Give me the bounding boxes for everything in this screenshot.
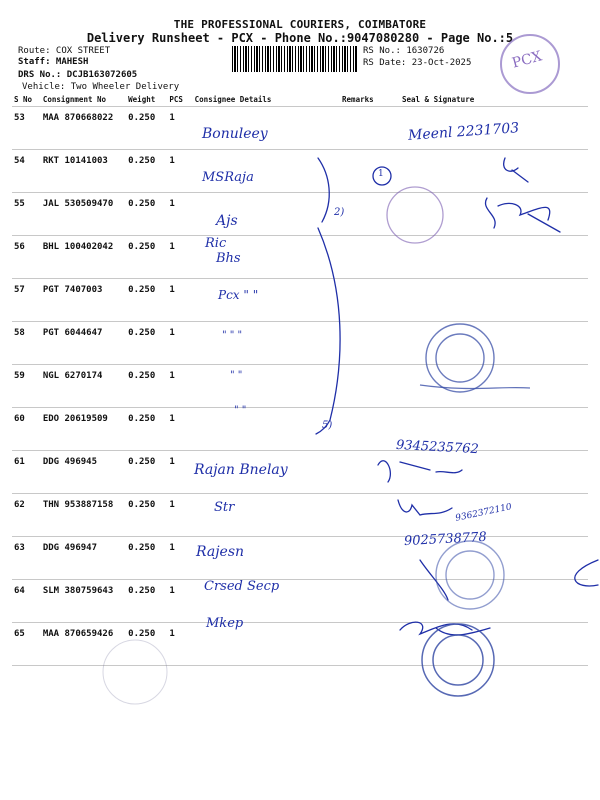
row-sno: 57	[12, 279, 41, 322]
row-consignment: DDG 496945	[41, 451, 126, 494]
hand-bracket-label-2: 2)	[334, 207, 345, 218]
round-stamp-65	[422, 624, 494, 696]
hand-consignee-61: Rajan Bnelay	[194, 462, 288, 478]
row-sno: 62	[12, 494, 41, 537]
row-weight: 0.250	[126, 279, 167, 322]
row-pcs: 1	[167, 451, 192, 494]
row-sno: 63	[12, 537, 41, 580]
row-consignment: PGT 7407003	[41, 279, 126, 322]
row-pcs: 1	[167, 408, 192, 451]
row-sno: 60	[12, 408, 41, 451]
rs-number: RS No.: 1630726	[363, 46, 445, 56]
stamp-tail-line	[420, 385, 530, 389]
col-pcs: PCS	[169, 94, 183, 104]
ditto-mark-58: " " "	[222, 330, 243, 341]
row-consignment: SLM 380759643	[41, 580, 126, 623]
signature-55	[485, 198, 560, 232]
pcx-stamp-text: PCX	[510, 48, 544, 72]
row-consignment: PGT 6044647	[41, 322, 126, 365]
row-weight: 0.250	[126, 236, 167, 279]
row-pcs: 1	[167, 623, 192, 666]
row-pcs: 1	[167, 322, 192, 365]
signature-61	[378, 461, 462, 482]
drs-number: DRS No.: DCJB163072605	[18, 70, 138, 80]
row-pcs: 1	[167, 107, 192, 150]
faded-round-stamp	[387, 187, 443, 243]
col-seal: Seal & Signature	[401, 94, 475, 104]
round-stamp-64	[436, 541, 504, 609]
row-sno: 61	[12, 451, 41, 494]
row-pcs: 1	[167, 365, 192, 408]
company-name: THE PROFESSIONAL COURIERS, COIMBATORE	[173, 18, 427, 31]
ditto-mark-60: " "	[234, 405, 247, 416]
signature-63	[575, 560, 598, 586]
hand-seal-62: 9362372110	[454, 502, 513, 524]
row-weight: 0.250	[126, 494, 167, 537]
row-pcs: 1	[167, 494, 192, 537]
col-remarks: Remarks	[342, 94, 374, 104]
col-consignment: Consignment No	[42, 94, 107, 104]
row-weight: 0.250	[126, 537, 167, 580]
hand-consignee-65: Mkep	[206, 616, 244, 631]
row-sno: 65	[12, 623, 41, 666]
row-sno: 58	[12, 322, 41, 365]
route-label: Route: COX STREET	[18, 46, 111, 56]
bracket-54-55	[318, 158, 329, 222]
ditto-mark-59: " "	[230, 370, 243, 381]
row-weight: 0.250	[126, 408, 167, 451]
hand-consignee-55: Ajs	[216, 213, 238, 229]
row-pcs: 1	[167, 580, 192, 623]
row-sno: 55	[12, 193, 41, 236]
pcx-round-stamp-59	[426, 324, 494, 392]
signature-64	[420, 560, 448, 600]
row-pcs: 1	[167, 193, 192, 236]
faint-stamp-bottom	[103, 640, 167, 704]
hand-consignee-57: Pcx " "	[218, 288, 259, 302]
row-weight: 0.250	[126, 150, 167, 193]
hand-consignee-53: Bonuleey	[202, 126, 268, 142]
staff-label: Staff: MAHESH	[18, 57, 89, 67]
row-pcs: 1	[167, 236, 192, 279]
hand-consignee-56b: Bhs	[216, 251, 241, 266]
hand-seal-63: 9025738778	[403, 529, 488, 550]
row-sno: 56	[12, 236, 41, 279]
signature-54	[504, 158, 528, 182]
col-weight: Weight	[128, 94, 156, 104]
row-weight: 0.250	[126, 451, 167, 494]
row-weight: 0.250	[126, 365, 167, 408]
hand-bracket-label-5: 5)	[322, 420, 333, 431]
row-consignment: JAL 530509470	[41, 193, 126, 236]
hand-seal-53: Meenl 2231703	[407, 120, 520, 144]
row-pcs: 1	[167, 279, 192, 322]
row-consignment: DDG 496947	[41, 537, 126, 580]
hand-seal-61: 9345235762	[395, 437, 480, 458]
row-sno: 53	[12, 107, 41, 150]
row-pcs: 1	[167, 537, 192, 580]
runsheet-title: Delivery Runsheet - PCX - Phone No.:9047080280 - Page No.:5	[86, 31, 514, 45]
row-sno: 64	[12, 580, 41, 623]
hand-consignee-54: MSRaja	[202, 170, 254, 185]
row-consignment: RKT 10141003	[41, 150, 126, 193]
row-weight: 0.250	[126, 193, 167, 236]
vehicle-label: Vehicle: Two Wheeler Delivery	[22, 82, 180, 92]
row-consignment: MAA 870659426	[41, 623, 126, 666]
hand-consignee-56a: Ric	[205, 236, 227, 251]
row-consignment: THN 953887158	[41, 494, 126, 537]
row-consignment: EDO 20619509	[41, 408, 126, 451]
row-weight: 0.250	[126, 623, 167, 666]
row-sno: 54	[12, 150, 41, 193]
hand-consignee-64: Crsed Secp	[204, 579, 280, 594]
row-pcs: 1	[167, 150, 192, 193]
bracket-55-60	[316, 228, 340, 434]
row-consignment: MAA 870668022	[41, 107, 126, 150]
hand-consignee-63: Rajesn	[196, 544, 245, 560]
hand-remark-54: 1	[378, 169, 384, 179]
signature-62	[398, 500, 452, 515]
row-weight: 0.250	[126, 580, 167, 623]
rs-date: RS Date: 23-Oct-2025	[363, 58, 472, 68]
col-sno: S No	[14, 94, 33, 104]
row-weight: 0.250	[126, 107, 167, 150]
row-sno: 59	[12, 365, 41, 408]
row-weight: 0.250	[126, 322, 167, 365]
col-consignee: Consignee Details	[194, 94, 272, 104]
hand-consignee-62: Str	[214, 500, 235, 515]
row-consignment: NGL 6270174	[41, 365, 126, 408]
row-consignment: BHL 100402042	[41, 236, 126, 279]
